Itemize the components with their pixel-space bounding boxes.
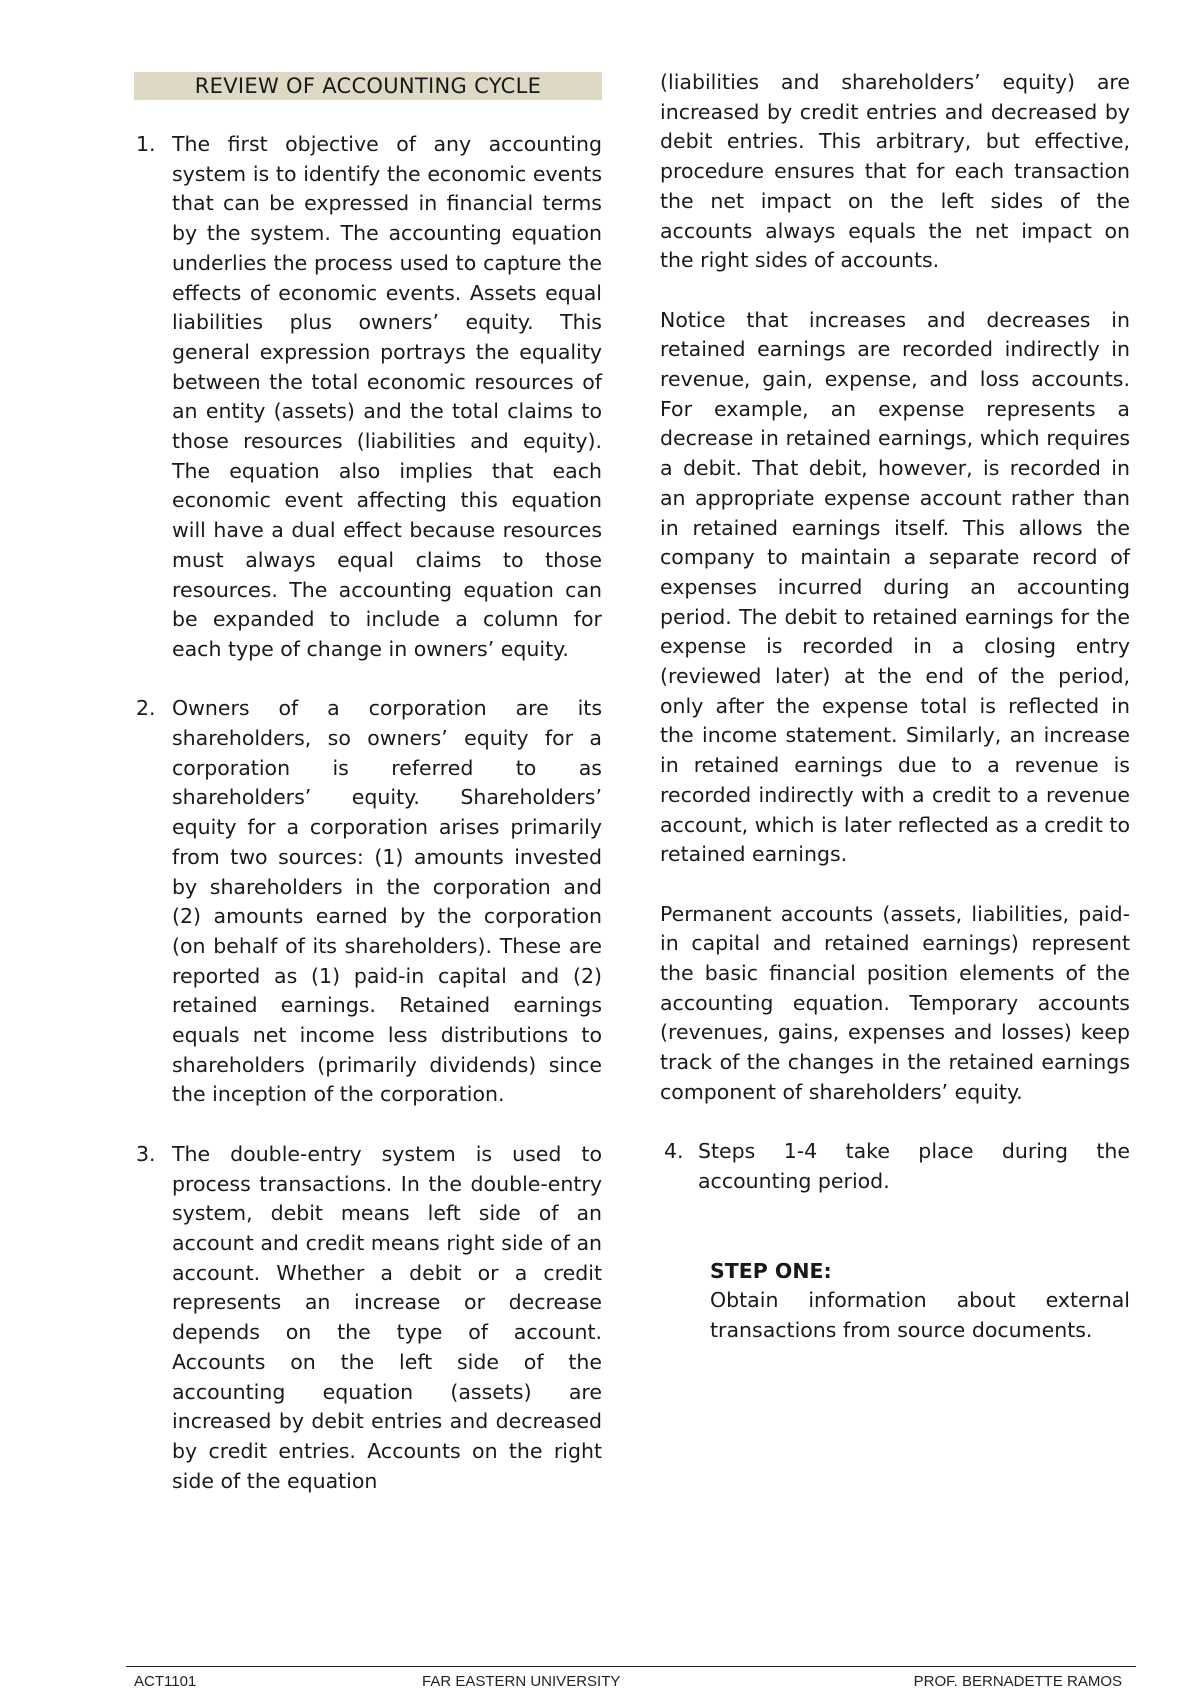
step-one-block — [660, 1257, 1130, 1346]
course-code: ACT1101 — [134, 1673, 197, 1690]
review-list — [134, 130, 602, 1496]
item-number: 4. — [664, 1139, 684, 1164]
list-item — [660, 1137, 1130, 1196]
paragraph: Notice that increases and decreases in retained earnings are recorded indirectly in revenue, gain, expense, and loss accounts. For example, an expense represents a decrease in retained earnings, which requires a debit. That debit, however, is recorded in an appropriate expense account rather than in retained earnings itself. This allows the company to maintain a separate record of expenses incurred during an accounting period. The debit to retained earnings for the expense is recorded in a closing entry (reviewed later) at the end of the period, only after the expense total is reflected in the income statement. Similarly, an increase in retained earnings due to a revenue is recorded indirectly with a credit to a revenue account, which is later reflected as a credit to retained earnings. — [660, 307, 1130, 867]
step-title: STEP ONE: — [710, 1258, 832, 1283]
item-number: 1. — [136, 132, 156, 156]
step-body: Obtain information about external transactions from source documents. — [710, 1288, 1130, 1343]
professor-name: PROF. BERNADETTE RAMOS — [913, 1673, 1122, 1690]
item-text: The double-entry system is used to process transactions. In the double-entry system, debit means left side of an account and credit means right side of an account. Whether a debit or a credit represents an increase or decrease depends on the type of account. Accounts on the left side of the accounting equation (assets) are increased by debit entries and decreased by credit entries. Accounts on the right side of the equation — [172, 1141, 602, 1493]
left-column — [134, 68, 602, 1526]
right-column — [660, 68, 1130, 1346]
item-text: Steps 1-4 take place during the accounting period. — [698, 1139, 1130, 1193]
item-text: The first objective of any accounting system is to identify the economic events that can be expressed in financial terms by the system. The accounting equation underlies the process used to capture the effects of economic events. Assets equal liabilities plus owners’ equity. This general expression portrays the equality between the total economic resources of an entity (assets) and the total claims to those resources (liabilities and equity). The equation also implies that each economic event affecting this equation will have a dual effect because resources must always equal claims to those resources. The accounting equation can be expanded to include a column for each type of change in owners’ equity. — [172, 132, 602, 661]
paragraph: Permanent accounts (assets, liabilities, paid-in capital and retained earnings) represent the basic financial position elements of the accounting equation. Temporary accounts (revenues, gains, expenses and losses) keep track of the changes in the retained earnings component of shareholders’ equity. — [660, 901, 1130, 1104]
document-title: REVIEW OF ACCOUNTING CYCLE — [134, 72, 602, 100]
university-name: FAR EASTERN UNIVERSITY — [422, 1673, 621, 1690]
list-item — [134, 130, 602, 665]
item-continuation: (liabilities and shareholders’ equity) are increased by credit entries and decreased by debit entries. This arbitrary, but effective, procedure ensures that for each transaction the net impact on the left sides of the accounts always equals the net impact on the right sides of accounts. — [660, 70, 1130, 273]
item-number: 2. — [136, 696, 156, 721]
item-text: Owners of a corporation are its shareholders, so owners’ equity for a corporation is referred to as shareholders’ equity. Shareholders’ equity for a corporation arises primarily from two sources: (1) amounts invested by shareholders in the corporation and (2) amounts earned by the corporation (on behalf of its shareholders). These are reported as (1) paid-in capital and (2) retained earnings. Retained earnings equals net income less distributions to shareholders (primarily dividends) since the inception of the corporation. — [172, 696, 602, 1107]
list-item — [134, 1140, 602, 1496]
review-list-continued — [660, 1137, 1130, 1196]
item-number: 3. — [136, 1141, 156, 1166]
page-footer — [126, 1666, 1136, 1690]
list-item — [134, 694, 602, 1110]
